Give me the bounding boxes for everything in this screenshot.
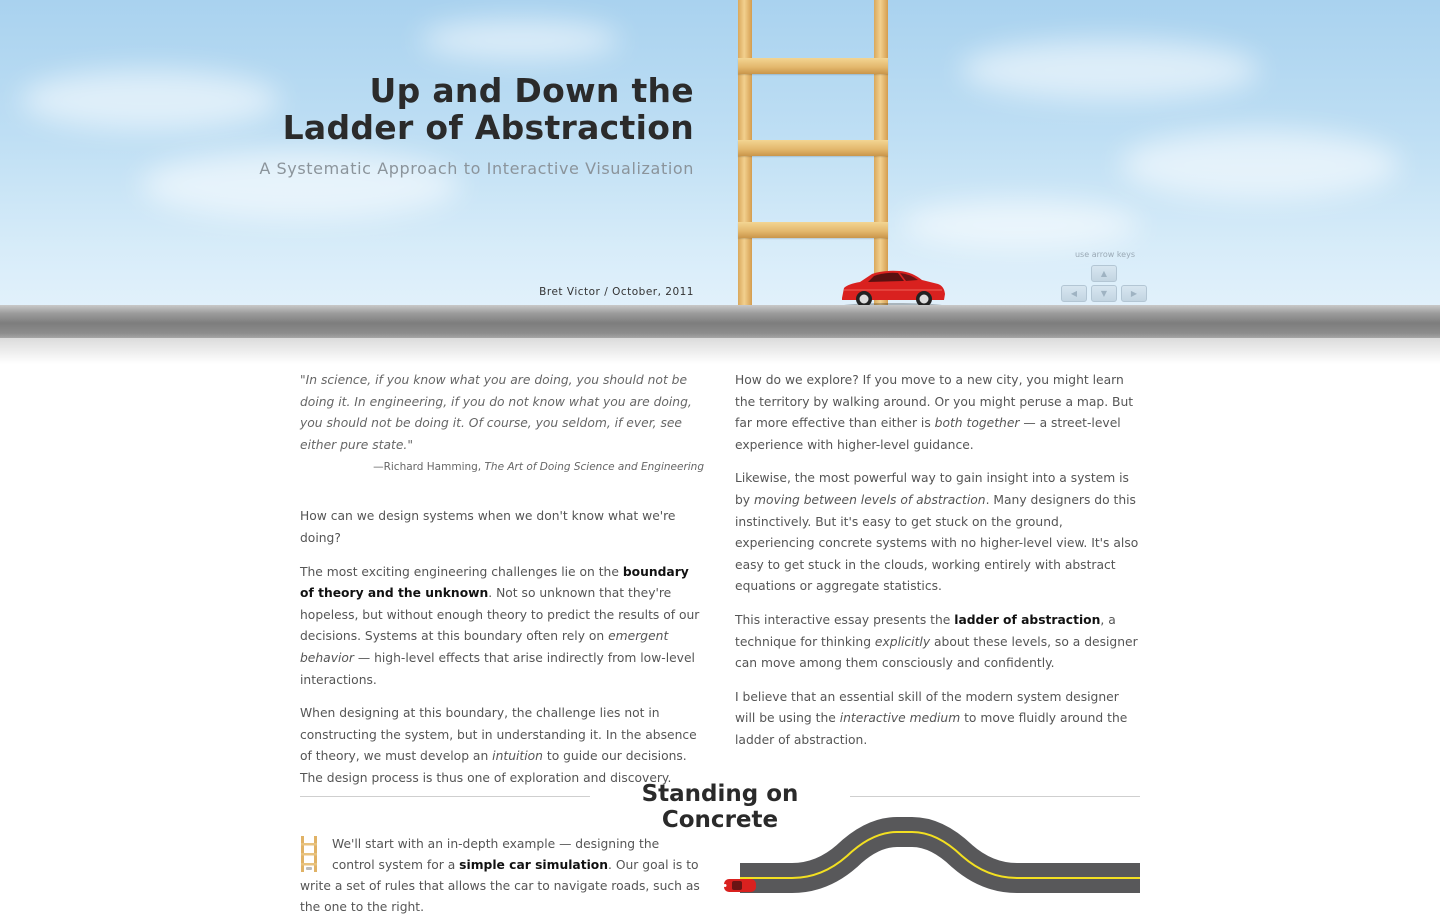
paragraph: How can we design systems when we don't know what we're doing? <box>300 509 676 545</box>
hero-banner <box>0 0 1440 310</box>
epigraph-quote: "In science, if you know what you are doing, you should not be doing it. In engineering, if you do not know what you are doing, you should not be doing it. Of course, you seldom, if ever, see either pure state." <box>300 373 692 452</box>
cloud <box>420 20 620 60</box>
title-line-2: Ladder of Abstraction <box>282 108 694 147</box>
text-run: I believe that an essential skill of the modern system designer will be using the <box>735 689 1119 726</box>
text-run: . Not so unknown that they're hopeless, but without enough theory to predict the results of our decisions. Systems at this boundary often rely on <box>300 586 700 644</box>
text-run: The most exciting engineering challenges lie on the <box>300 564 623 579</box>
paragraph <box>735 468 1139 598</box>
left-column <box>300 370 704 802</box>
italic-text: emergent behavior <box>300 629 669 665</box>
text-run: How do we explore? If you move to a new city, you might learn the territory by walking around. Or you might peruse a map. But far more effective than either is <box>735 373 1134 431</box>
arrow-up-key[interactable]: ▲ <box>1091 265 1117 282</box>
cloud <box>960 40 1260 100</box>
text-run: Likewise, the most powerful way to gain insight into a system is by <box>735 471 1129 507</box>
arrow-keys-hint: use arrow keys <box>1074 250 1136 259</box>
text-run: . Many designers do this instinctively. But it's easy to get stuck on the ground, experiencing concrete systems with no higher-level view. It's also easy to get stuck in the clouds, working entirely with abstract equations or aggregate statistics. <box>735 492 1139 594</box>
italic-text: interactive medium <box>839 711 961 726</box>
text-run: — a street-level experience with higher-level guidance. <box>735 416 1121 452</box>
text-run: , a technique for thinking <box>735 612 1116 649</box>
paragraph <box>735 687 1139 752</box>
page-subtitle: A Systematic Approach to Interactive Visualization <box>259 159 694 178</box>
quote-author: —Richard Hamming, <box>373 461 485 474</box>
italic-text: both together <box>934 416 1020 431</box>
title-line-1: Up and Down the <box>369 71 694 110</box>
paragraph <box>735 370 1139 456</box>
section-divider-right <box>850 796 1140 797</box>
page-title <box>283 72 694 146</box>
cloud <box>20 70 280 130</box>
concrete-ground <box>0 305 1440 338</box>
text-run: about these levels, so a designer can move among them consciously and confidently. <box>735 634 1138 671</box>
ladder-icon[interactable] <box>300 836 318 872</box>
text-run: to guide our decisions. The design process is thus one of exploration and discovery. <box>300 749 687 785</box>
cloud <box>900 200 1140 250</box>
bold-text: boundary of theory and the unknown <box>300 564 689 601</box>
bold-text: ladder of abstraction <box>954 612 1101 627</box>
section-divider-left <box>300 796 590 797</box>
ladder-rung <box>738 222 888 238</box>
paragraph <box>300 703 704 789</box>
paragraph <box>735 610 1139 675</box>
right-column <box>735 370 1139 764</box>
road-simulation[interactable] <box>722 820 1142 900</box>
italic-text: explicitly <box>874 634 931 649</box>
sim-car-icon[interactable] <box>724 879 757 892</box>
arrow-left-key[interactable]: ◀ <box>1061 285 1087 302</box>
author-byline: Bret Victor / October, 2011 <box>539 286 694 298</box>
ladder-rung <box>738 58 888 74</box>
text-run: to move fluidly around the ladder of abstraction. <box>735 711 1128 747</box>
quote-book: The Art of Doing Science and Engineering <box>484 461 704 474</box>
text-run: This interactive essay presents the <box>735 612 955 627</box>
section-intro <box>300 834 704 918</box>
epigraph-attribution <box>300 458 704 476</box>
text-run: . Our goal is to write a set of rules that allows the car to navigate roads, such as the one to the right. <box>300 858 700 914</box>
paragraph <box>300 562 704 692</box>
section-heading: Standing on Concrete <box>641 781 799 833</box>
text-run: When designing at this boundary, the challenge lies not in constructing the system, but in understanding it. In the absence of theory, we must develop an <box>300 706 697 764</box>
text-run: We'll start with an in-depth example — designing the control system for a <box>332 837 660 872</box>
arrow-right-key[interactable]: ▶ <box>1121 285 1147 302</box>
italic-text: moving between levels of abstraction <box>754 492 986 507</box>
bold-text: simple car simulation <box>459 858 609 872</box>
ladder-rung <box>738 140 888 156</box>
cloud <box>1120 130 1400 200</box>
ground-shadow <box>0 338 1440 364</box>
arrow-down-key[interactable]: ▼ <box>1091 285 1117 302</box>
ladder-illustration[interactable] <box>738 0 888 310</box>
car-icon[interactable] <box>838 268 948 310</box>
text-run: — high-level effects that arise indirectly from low-level interactions. <box>300 650 695 687</box>
italic-text: intuition <box>492 749 543 764</box>
